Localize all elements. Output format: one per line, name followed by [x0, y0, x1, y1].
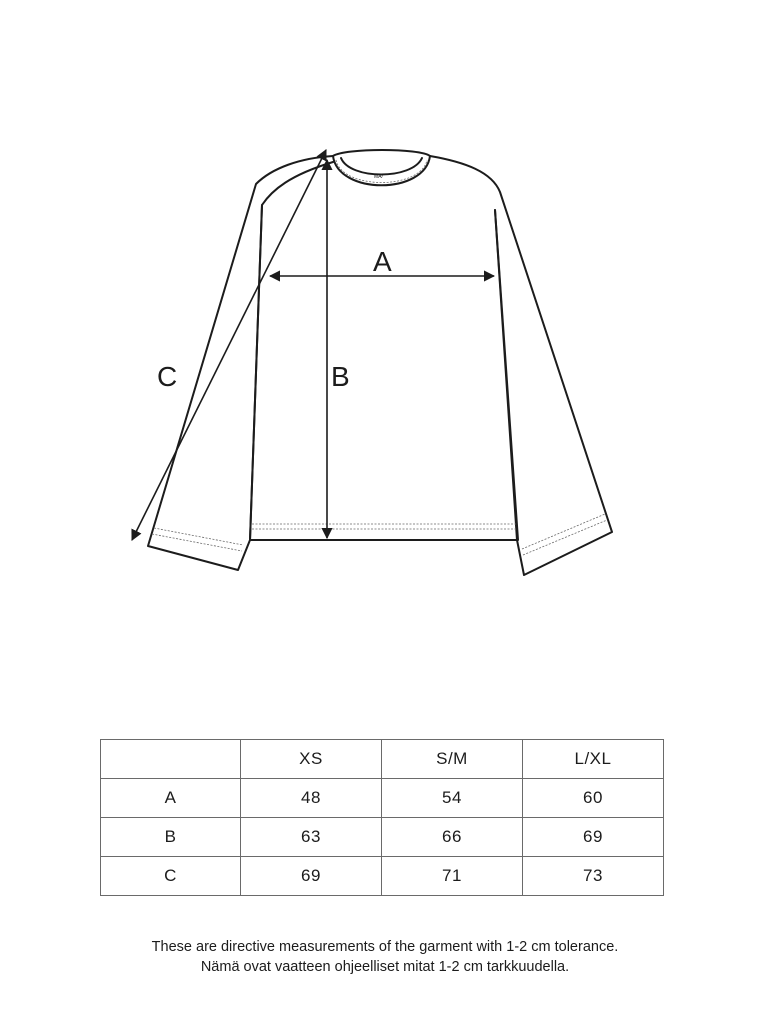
label-b: B [331, 361, 350, 392]
row-label: B [101, 818, 241, 857]
row-label: A [101, 779, 241, 818]
header-size-sm: S/M [382, 740, 523, 779]
footnote-finnish: Nämä ovat vaatteen ohjeelliset mitat 1-2 cm tarkkuudella. [200, 959, 570, 975]
header-size-lxl: L/XL [523, 740, 664, 779]
header-empty-cell [101, 740, 241, 779]
footnote-english: These are directive measurements of the garment with 1-2 cm tolerance. [151, 939, 619, 955]
measure-line-c [132, 150, 326, 540]
header-size-xs: XS [241, 740, 382, 779]
table-row [101, 779, 664, 818]
row-label: C [101, 857, 241, 896]
label-c: C [157, 361, 178, 392]
right-cuff-stitch-2 [523, 520, 607, 555]
right-cuff-stitch-1 [522, 514, 605, 549]
table-cell: 73 [523, 857, 664, 896]
table-cell: 54 [382, 779, 523, 818]
right-sleeve [430, 156, 612, 575]
table-cell: 48 [241, 779, 382, 818]
table-cell: 69 [241, 857, 382, 896]
table-row [101, 857, 664, 896]
size-table [100, 739, 664, 896]
table-row [101, 818, 664, 857]
table-cell: 63 [241, 818, 382, 857]
label-a: A [373, 246, 392, 277]
neckline-outer [333, 150, 430, 156]
table-cell: 66 [382, 818, 523, 857]
table-cell: 71 [382, 857, 523, 896]
table-cell: 69 [523, 818, 664, 857]
table-cell: 60 [523, 779, 664, 818]
neck-rib [333, 156, 430, 185]
brand-mark: MA/ [374, 174, 383, 180]
table-header-row [101, 740, 664, 779]
neck-opening [341, 158, 422, 175]
